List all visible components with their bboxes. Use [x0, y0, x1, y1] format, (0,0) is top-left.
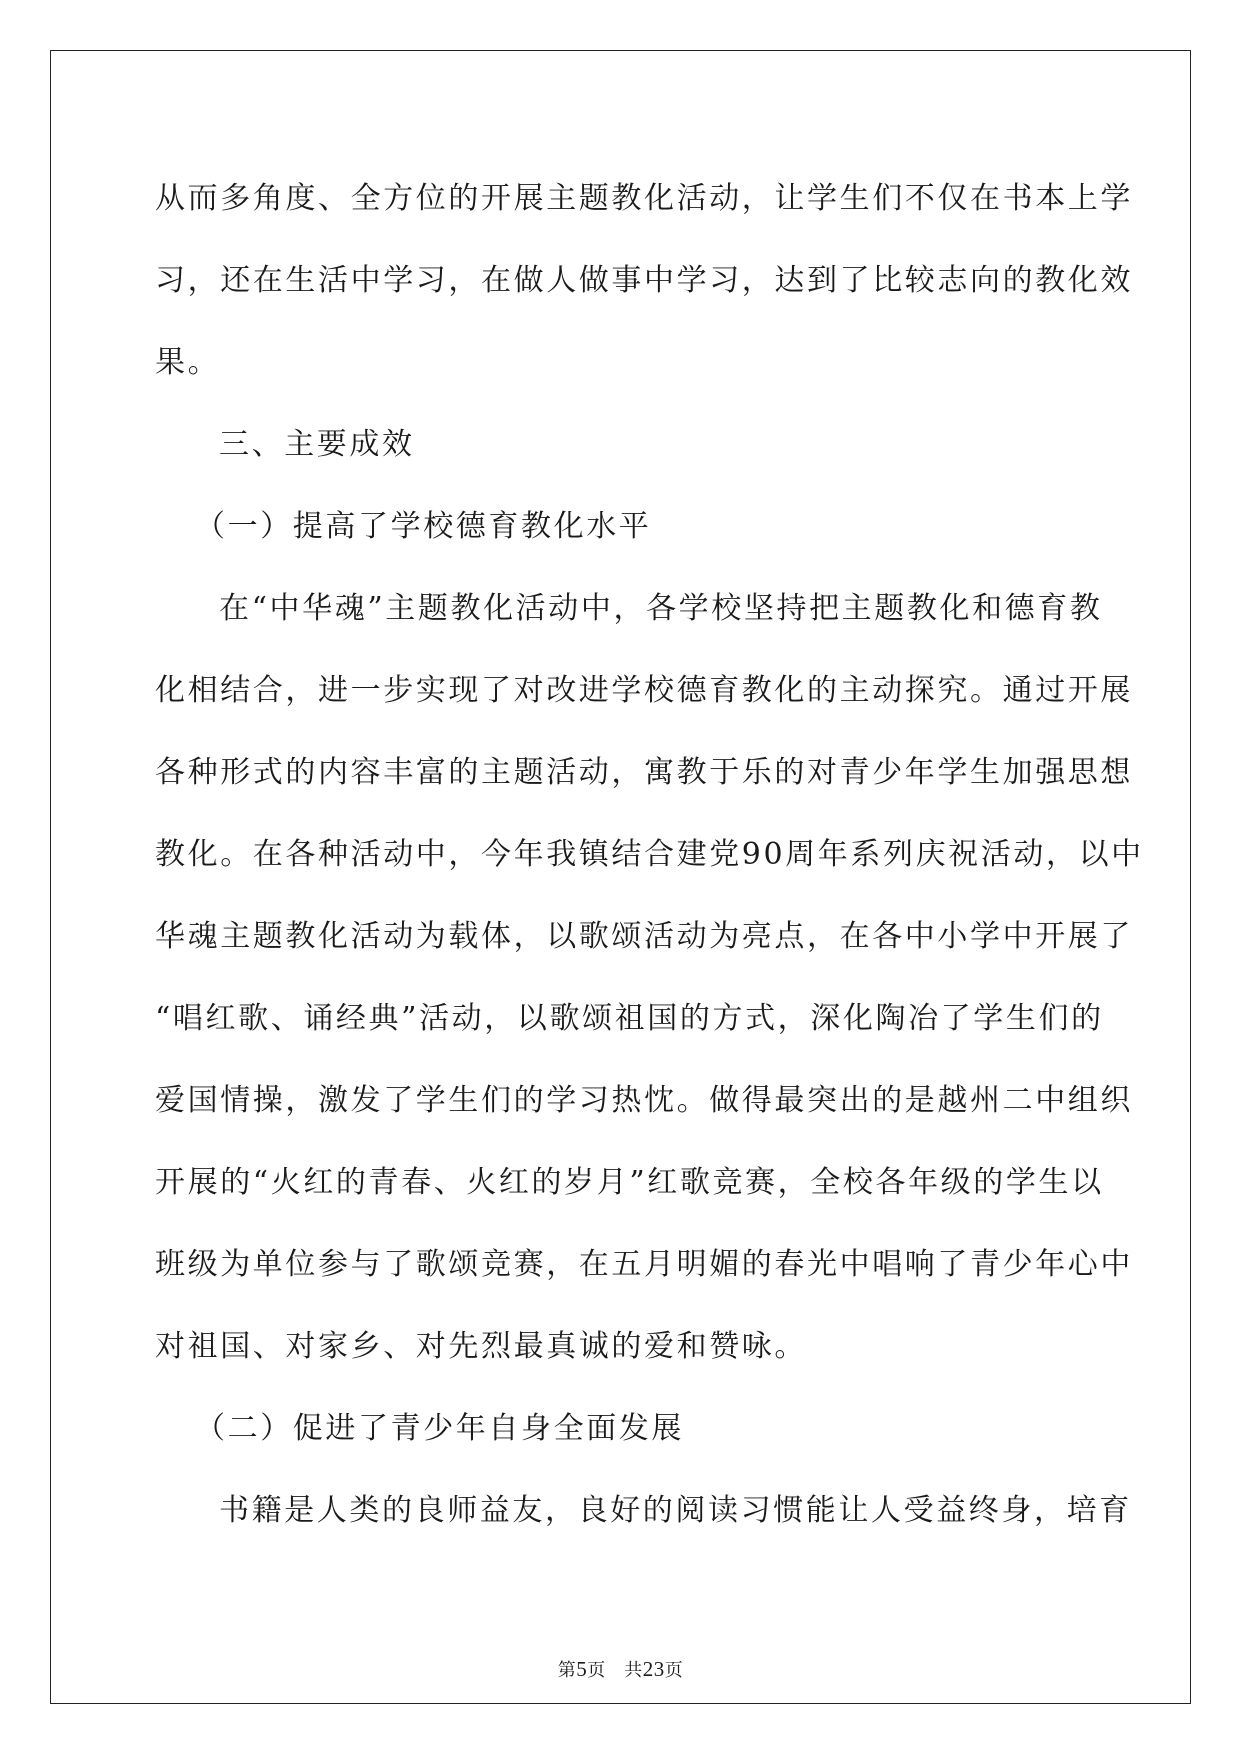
- paragraph-line: 班级为单位参与了歌颂竞赛，在五月明媚的春光中唱响了青少年心中: [155, 1247, 1133, 1282]
- footer-suffix: 页: [664, 1660, 684, 1681]
- current-page-number: 5: [576, 1657, 588, 1681]
- subsection-heading: （一）提高了学校德育教化水平: [195, 509, 652, 544]
- paragraph-line: 习，还在生活中学习，在做人做事中学习，达到了比较志向的教化效: [155, 263, 1133, 298]
- paragraph-line: 书籍是人类的良师益友，良好的阅读习惯能让人受益终身，培育: [219, 1493, 1132, 1528]
- total-page-count: 23: [642, 1657, 665, 1681]
- paragraph-line: 各种形式的内容丰富的主题活动，寓教于乐的对青少年学生加强思想: [155, 755, 1133, 790]
- footer-middle: 页 共: [587, 1660, 643, 1681]
- paragraph-line: “唱红歌、诵经典”活动，以歌颂祖国的方式，深化陶冶了学生们的: [155, 1001, 1104, 1036]
- page-footer: [0, 1657, 1241, 1683]
- paragraph-line: 教化。在各种活动中，今年我镇结合建党90周年系列庆祝活动，以中: [155, 837, 1144, 872]
- document-body: [155, 158, 1144, 1552]
- paragraph-line: 爱国情操，激发了学生们的学习热忱。做得最突出的是越州二中组织: [155, 1083, 1133, 1118]
- paragraph-line: 华魂主题教化活动为载体，以歌颂活动为亮点，在各中小学中开展了: [155, 919, 1133, 954]
- subsection-heading: （二）促进了青少年自身全面发展: [195, 1411, 684, 1446]
- footer-prefix: 第: [557, 1660, 577, 1681]
- paragraph-line: 对祖国、对家乡、对先烈最真诚的爱和赞咏。: [155, 1329, 807, 1364]
- paragraph-line: 开展的“火红的青春、火红的岁月”红歌竞赛，全校各年级的学生以: [155, 1165, 1104, 1200]
- paragraph-line: 化相结合，进一步实现了对改进学校德育教化的主动探究。通过开展: [155, 673, 1133, 708]
- paragraph-line: 在“中华魂”主题教化活动中，各学校坚持把主题教化和德育教: [219, 591, 1103, 626]
- section-heading: 三、主要成效: [219, 427, 415, 462]
- paragraph-line: 从而多角度、全方位的开展主题教化活动，让学生们不仅在书本上学: [155, 181, 1133, 216]
- paragraph-line: 果。: [155, 345, 221, 380]
